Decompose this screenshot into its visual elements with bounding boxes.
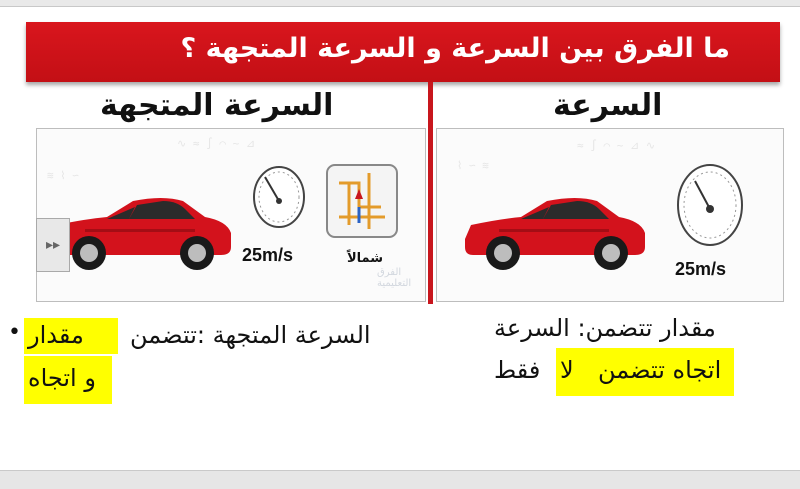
fast-forward-icon: ▸▸ — [45, 237, 61, 253]
speed-definition-line1: مقدار تتضمن: السرعة — [494, 314, 716, 342]
velocity-direction-words: و اتجاه — [28, 364, 96, 392]
speed-value: 25m/s — [242, 245, 294, 265]
car-image — [45, 189, 235, 271]
speed-illustration — [436, 128, 784, 302]
speedometer-icon — [251, 165, 307, 229]
speed-heading: السرعة — [553, 88, 663, 123]
bullet-icon: • — [8, 320, 21, 345]
background-sketch: ≈ ∫ ⌒ ~ ⊿ ∿ — [577, 139, 656, 152]
speed-only-word: فقط — [494, 356, 541, 384]
velocity-heading: السرعة المتجهة — [100, 88, 334, 123]
velocity-illustration — [36, 128, 426, 302]
title-banner — [26, 22, 780, 82]
background-sketch: ⌇ ∽ ≋ — [457, 159, 489, 172]
speed-definition-line2: اتجاه تتضمن — [598, 356, 722, 384]
car-image — [459, 189, 649, 271]
north-label: شمالاً — [347, 251, 384, 266]
banner-title: ما الفرق بين السرعة و السرعة المتجهة ؟ — [180, 33, 730, 64]
watermark: الفرق التعليمية — [377, 267, 412, 289]
velocity-definition: السرعة المتجهة :تتضمن — [130, 321, 371, 349]
window-bottom-bar — [0, 470, 800, 489]
speedometer-icon — [675, 163, 745, 247]
background-sketch: ≋ ⌇ ∽ — [47, 169, 79, 182]
speed-not-word: لا — [560, 356, 574, 384]
background-sketch: ∿ ≈ ∫ ⌒ ~ ⊿ — [177, 137, 256, 150]
column-divider — [428, 82, 433, 304]
map-direction-icon — [325, 163, 399, 239]
window-top-bar — [0, 0, 800, 7]
fast-forward-button[interactable] — [36, 218, 70, 272]
speed-value: 25m/s — [675, 259, 727, 279]
velocity-amount-word: مقدار — [28, 321, 84, 349]
